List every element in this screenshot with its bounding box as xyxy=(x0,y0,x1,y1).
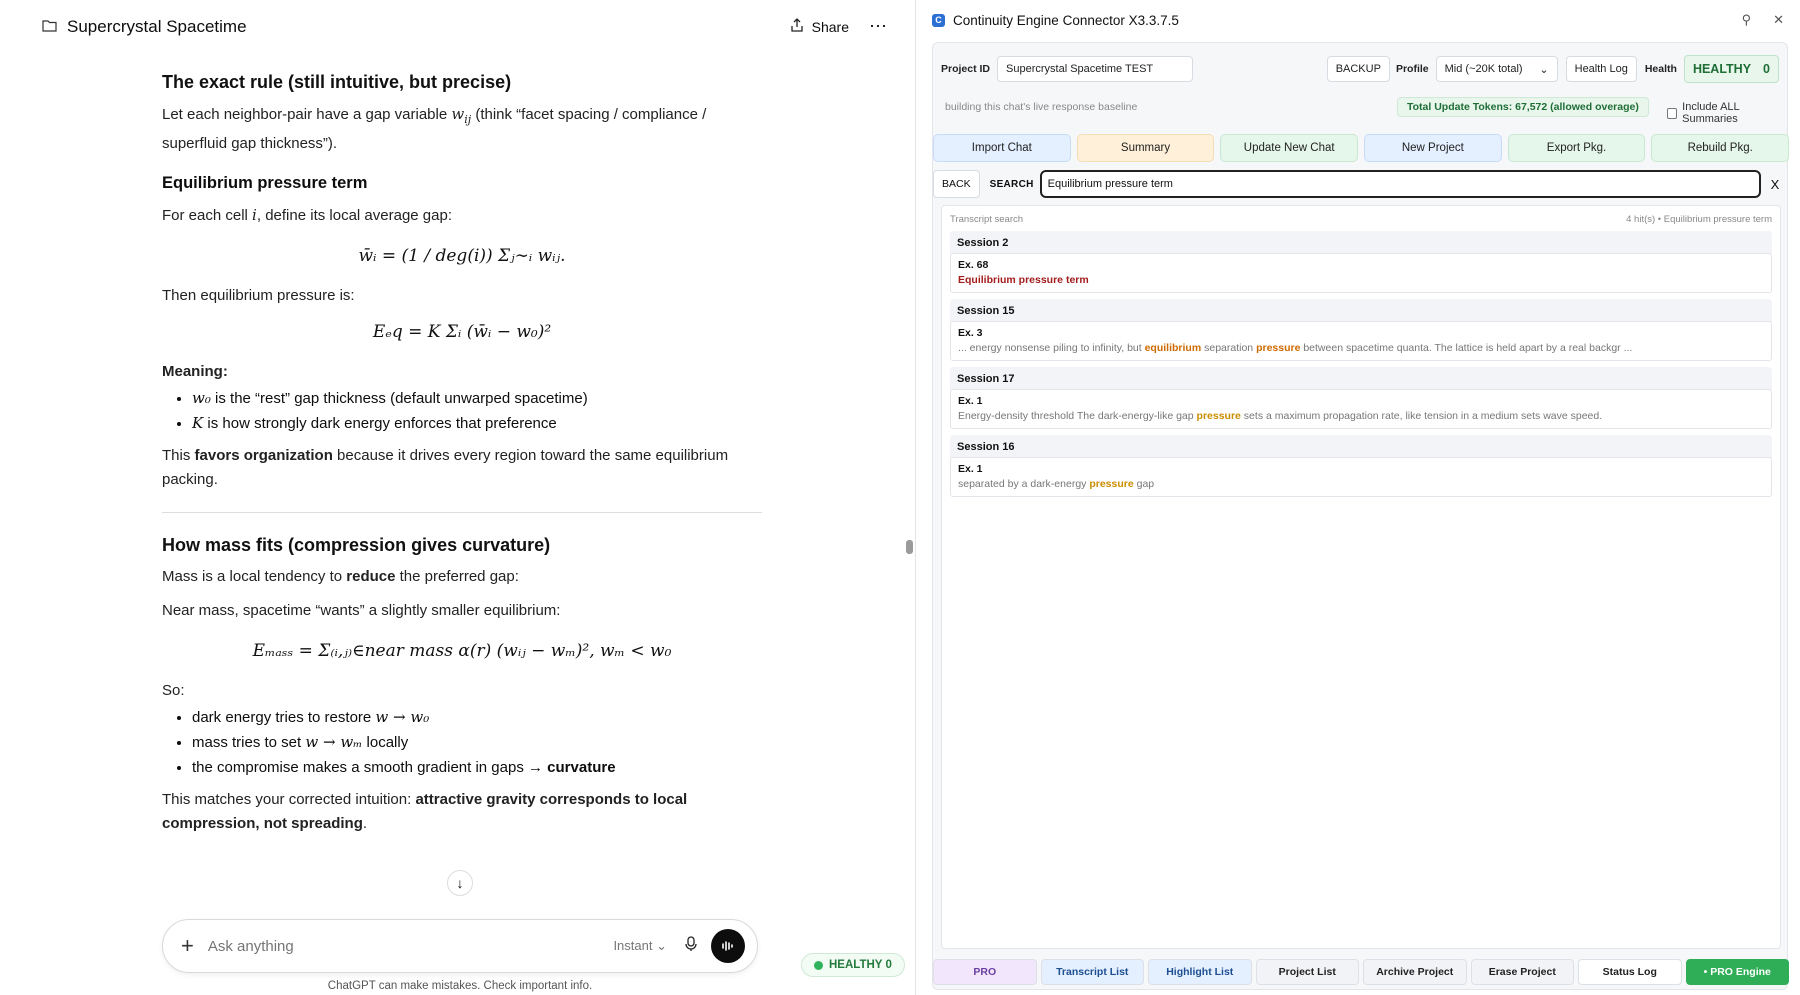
pin-icon[interactable]: ⚲ xyxy=(1741,12,1752,27)
status-dot-icon xyxy=(814,961,823,970)
prompt-input[interactable] xyxy=(208,938,614,955)
paragraph: Let each neighbor-pair have a gap variable $w_{ij}$ (think “facet spacing / compliance / superfluid gap thickness”). xyxy=(162,105,707,152)
arrow-down-icon: ↓ xyxy=(456,875,464,891)
mode-selector[interactable]: Instant ⌄ xyxy=(613,938,667,953)
share-icon xyxy=(790,18,804,35)
hit-snippet: ... energy nonsense piling to infinity, but equilibrium separation pressure between spacetime quanta. The lattice is held apart by a real backgr ... xyxy=(958,342,1633,354)
search-label: SEARCH xyxy=(989,178,1034,190)
bottom-tab-highlight-list[interactable]: Highlight List xyxy=(1148,959,1252,985)
bottom-tab-status-log[interactable]: Status Log xyxy=(1578,959,1682,985)
results-count: 4 hit(s) • Equilibrium pressure term xyxy=(1626,214,1772,225)
tab-update-new-chat[interactable]: Update New Chat xyxy=(1220,134,1358,162)
list-item: • dark energy tries to restore w → w₀ xyxy=(192,705,762,730)
bottom-tab-erase-project[interactable]: Erase Project xyxy=(1471,959,1575,985)
equation-mass-energy: Eₘₐₛₛ = Σ₍ᵢ,ⱼ₎∈near mass α(r) (wᵢⱼ − wₘ)², wₘ < w₀ xyxy=(252,641,672,661)
tab-import-chat[interactable]: Import Chat xyxy=(933,134,1071,162)
session-group xyxy=(950,299,1772,361)
bullet-list xyxy=(192,386,762,436)
hit-snippet: Energy-density threshold The dark-energy-like gap pressure sets a maximum propagation rate, like tension in a medium sets wave speed. xyxy=(958,410,1603,422)
paragraph: This favors organization because it drives every region toward the same equilibrium packing. xyxy=(162,447,729,488)
bottom-tab-archive-project[interactable]: Archive Project xyxy=(1363,959,1467,985)
composer xyxy=(162,919,758,973)
share-button[interactable] xyxy=(790,18,849,35)
session-name: Session 17 xyxy=(957,373,1015,385)
health-label: Health xyxy=(1644,63,1677,75)
list-item: • the compromise makes a smooth gradient in gaps → curvature xyxy=(192,755,762,780)
chevron-down-icon: ⌄ xyxy=(1539,63,1549,76)
project-id-input[interactable]: Supercrystal Spacetime TEST xyxy=(997,56,1193,82)
backup-button[interactable]: BACKUP xyxy=(1327,56,1390,82)
plus-icon[interactable]: + xyxy=(181,933,194,958)
list-item: • mass tries to set w → wₘ locally xyxy=(192,730,762,755)
connector-titlebar xyxy=(916,0,1800,40)
exchange-number: Ex. 1 xyxy=(958,395,983,407)
subsection-heading: Equilibrium pressure term xyxy=(162,174,368,192)
bottom-tab-pro-engine[interactable]: • PRO Engine xyxy=(1686,959,1790,985)
equation-equilibrium-pressure: Eₑq = K Σᵢ (w̄ᵢ − w₀)² xyxy=(372,322,552,342)
results-title: Transcript search xyxy=(950,214,1024,225)
bottom-toolbar xyxy=(933,959,1789,985)
tab-new-project[interactable]: New Project xyxy=(1364,134,1502,162)
chat-title[interactable] xyxy=(42,17,247,37)
scrollbar[interactable] xyxy=(904,0,916,995)
search-field[interactable] xyxy=(1040,170,1761,198)
paragraph: Mass is a local tendency to reduce the preferred gap: xyxy=(162,568,519,585)
disclaimer: ChatGPT can make mistakes. Check important info. xyxy=(327,980,593,992)
more-options-icon[interactable]: ⋯ xyxy=(869,16,887,36)
exchange-number: Ex. 3 xyxy=(958,327,983,339)
hit-snippet: separated by a dark-energy pressure gap xyxy=(958,478,1155,490)
voice-mode-button[interactable] xyxy=(711,929,745,963)
message-content xyxy=(162,72,762,836)
chat-actions xyxy=(790,16,887,37)
equation-average-gap: w̄ᵢ = (1 / deg(i)) Σⱼ∼ᵢ wᵢⱼ. xyxy=(358,246,566,266)
back-button[interactable]: BACK xyxy=(933,170,980,198)
share-label: Share xyxy=(811,18,849,35)
divider xyxy=(162,512,762,513)
bullet-list xyxy=(192,705,762,780)
session-group xyxy=(950,367,1772,429)
search-hit[interactable] xyxy=(950,253,1772,293)
project-id-label: Project ID xyxy=(941,63,991,75)
health-status-pill[interactable]: HEALTHY 0 xyxy=(801,953,905,977)
chat-title-text: Supercrystal Spacetime xyxy=(67,17,247,36)
connector-window xyxy=(916,0,1800,995)
profile-select[interactable]: Mid (~20K total) ⌄ xyxy=(1436,56,1558,82)
checkbox-icon xyxy=(1667,108,1677,119)
action-tabs xyxy=(933,134,1789,162)
scroll-down-button[interactable] xyxy=(447,870,473,896)
waveform-icon xyxy=(721,940,735,952)
search-hit[interactable] xyxy=(950,389,1772,429)
clear-search-button[interactable]: X xyxy=(1770,176,1780,192)
paragraph: This matches your corrected intuition: attractive gravity corresponds to local compression, not spreading. xyxy=(162,791,688,832)
health-status-badge: HEALTHY 0 xyxy=(1684,55,1779,83)
connector-panel xyxy=(932,42,1788,990)
session-name: Session 15 xyxy=(957,305,1015,317)
bottom-tab-transcript-list[interactable]: Transcript List xyxy=(1041,959,1145,985)
exchange-number: Ex. 1 xyxy=(958,463,983,475)
search-input[interactable] xyxy=(1048,178,1753,190)
folder-icon xyxy=(42,17,57,37)
tab-rebuild-pkg[interactable]: Rebuild Pkg. xyxy=(1651,134,1789,162)
section-heading: How mass fits (compression gives curvature) xyxy=(162,535,551,555)
hit-snippet: Equilibrium pressure term xyxy=(958,274,1089,286)
search-results xyxy=(941,205,1781,949)
project-row xyxy=(941,55,1779,83)
tab-export-pkg[interactable]: Export Pkg. xyxy=(1508,134,1646,162)
session-name: Session 16 xyxy=(957,441,1015,453)
session-group xyxy=(950,435,1772,497)
list-item: • w₀ is the “rest” gap thickness (default unwarped spacetime) xyxy=(192,386,762,411)
list-item: • K is how strongly dark energy enforces that preference xyxy=(192,411,762,436)
bottom-tab-pro[interactable]: PRO xyxy=(933,959,1037,985)
so-label: So: xyxy=(162,682,185,699)
paragraph: Then equilibrium pressure is: xyxy=(162,287,355,304)
meaning-label: Meaning: xyxy=(162,363,228,380)
search-row xyxy=(933,169,1789,199)
exchange-number: Ex. 68 xyxy=(958,259,989,271)
search-hit[interactable] xyxy=(950,457,1772,497)
chevron-down-icon: ⌄ xyxy=(656,938,667,953)
profile-label: Profile xyxy=(1395,63,1429,75)
include-summaries-checkbox[interactable]: Include ALL Summaries xyxy=(1667,101,1787,125)
search-hit[interactable] xyxy=(950,321,1772,361)
session-group xyxy=(950,231,1772,293)
tab-summary[interactable]: Summary xyxy=(1077,134,1215,162)
paragraph: Near mass, spacetime “wants” a slightly smaller equilibrium: xyxy=(162,602,561,619)
chat-header xyxy=(0,0,916,54)
section-heading: The exact rule (still intuitive, but precise) xyxy=(162,72,512,92)
connector-title: Continuity Engine Connector X3.3.7.5 xyxy=(953,12,1179,28)
health-log-button[interactable]: Health Log xyxy=(1566,56,1637,82)
paragraph: For each cell i, define its local average gap: xyxy=(162,206,452,224)
tokens-badge: Total Update Tokens: 67,572 (allowed overage) xyxy=(1397,97,1649,117)
bottom-tab-project-list[interactable]: Project List xyxy=(1256,959,1360,985)
microphone-icon[interactable] xyxy=(685,936,697,957)
app-logo-icon: C xyxy=(932,14,945,27)
session-name: Session 2 xyxy=(957,237,1009,249)
close-icon[interactable]: ✕ xyxy=(1773,12,1784,27)
status-line: building this chat's live response baseline xyxy=(945,101,1138,113)
